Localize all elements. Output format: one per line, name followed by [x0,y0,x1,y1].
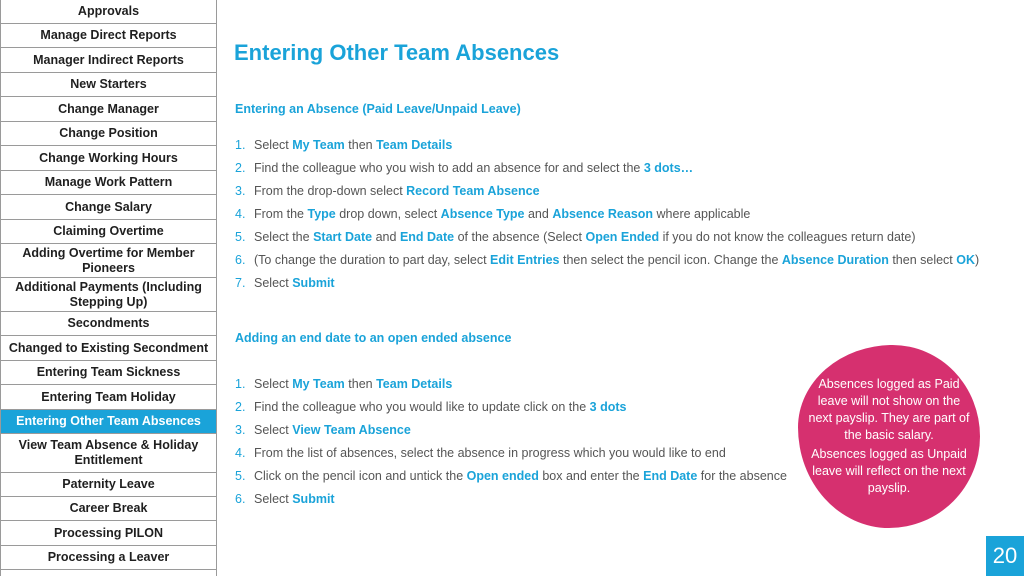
sidebar-nav [0,0,217,576]
section-heading-entering-absence: Entering an Absence (Paid Leave/Unpaid Leave) [235,102,521,116]
sidebar-item[interactable]: Adding Overtime for Member Pioneers [1,244,216,278]
sidebar-item[interactable]: Manager Indirect Reports [1,48,216,73]
page-number: 20 [986,536,1024,576]
step-text: Select [254,276,293,290]
sidebar-item[interactable]: New Starters [1,73,216,97]
step-text: Select [254,377,293,391]
step-number: 4. [235,207,246,221]
step-item [235,419,787,442]
sidebar-item[interactable]: Processing PILON [1,521,216,546]
step-text: Find the colleague who you wish to add an absence for and select the [254,161,644,175]
step-text: of the absence (Select [454,230,586,244]
step-item [235,442,787,465]
sidebar-item[interactable]: Career Break [1,497,216,521]
sidebar-item[interactable]: Paternity Leave [1,473,216,497]
step-number: 1. [235,377,246,391]
step-item [235,134,979,157]
step-highlight: Submit [292,276,335,290]
step-highlight: My Team [292,377,345,391]
step-item [235,157,979,180]
step-item [235,272,979,295]
sidebar-item[interactable]: Manage Work Pattern [1,171,216,195]
step-text: if you do not know the colleagues return date) [659,230,916,244]
step-highlight: Team Details [376,377,453,391]
step-highlight: 3 dots… [643,161,694,175]
step-item [235,203,979,226]
step-item [235,180,979,203]
step-number: 6. [235,492,246,506]
steps-list-end-date [235,373,787,511]
step-text: Find the colleague who you would like to update click on the [254,400,590,414]
step-text: and [524,207,553,221]
step-item [235,465,787,488]
sidebar-item[interactable]: Secondments [1,312,216,336]
sidebar-item[interactable]: Change Working Hours [1,146,216,171]
step-text: Select [254,423,293,437]
step-text: Select [254,492,293,506]
sidebar-item[interactable]: Change Position [1,122,216,146]
step-highlight: Type [307,207,336,221]
step-item [235,396,787,419]
step-highlight: My Team [292,138,345,152]
step-text: for the absence [697,469,787,483]
callout-bubble [798,345,980,528]
step-number: 1. [235,138,246,152]
section-heading-end-date: Adding an end date to an open ended absence [235,331,512,345]
step-text: where applicable [653,207,751,221]
step-text: then [344,138,377,152]
step-number: 4. [235,446,246,460]
step-item [235,249,979,272]
sidebar-item[interactable]: View Team Absence & Holiday Entitlement [1,434,216,473]
step-number: 3. [235,423,246,437]
sidebar-item[interactable]: Claiming Overtime [1,220,216,244]
step-highlight: End Date [643,469,698,483]
step-number: 7. [235,276,246,290]
step-text: ) [975,253,980,267]
step-highlight: OK [956,253,975,267]
sidebar-item[interactable]: Processing a Leaver [1,546,216,570]
step-text: drop down, select [335,207,441,221]
step-highlight: Submit [292,492,335,506]
step-highlight: Open Ended [585,230,660,244]
sidebar-item[interactable]: Changed to Existing Secondment [1,336,216,361]
step-text: and [372,230,400,244]
step-text: Click on the pencil icon and untick the [254,469,467,483]
step-highlight: 3 dots [589,400,627,414]
step-highlight: Record Team Absence [406,184,540,198]
step-number: 5. [235,469,246,483]
sidebar-item[interactable]: Manage Direct Reports [1,24,216,48]
callout-text: Absences logged as Unpaid leave will reflect on the next payslip. [811,447,967,495]
sidebar-item[interactable]: Change Manager [1,97,216,122]
sidebar-item[interactable]: Additional Payments (Including Stepping Up) [1,278,216,312]
step-text: box and enter the [538,469,644,483]
step-number: 6. [235,253,246,267]
step-highlight: Open ended [466,469,539,483]
step-text: From the list of absences, select the absence in progress which you would like to end [254,446,726,460]
step-number: 2. [235,161,246,175]
step-number: 2. [235,400,246,414]
sidebar-item[interactable]: Entering Other Team Absences [1,410,216,434]
step-highlight: Start Date [313,230,373,244]
sidebar-item[interactable]: Approvals [1,0,216,24]
step-highlight: Absence Reason [552,207,654,221]
step-text: then [344,377,377,391]
sidebar-item[interactable]: Entering Team Sickness [1,361,216,385]
step-number: 5. [235,230,246,244]
step-text: From the [254,207,308,221]
step-item [235,226,979,249]
step-text: (To change the duration to part day, select [254,253,491,267]
steps-list-entering-absence [235,134,979,295]
step-highlight: View Team Absence [292,423,411,437]
step-number: 3. [235,184,246,198]
step-text: Select [254,138,293,152]
step-highlight: Absence Duration [781,253,889,267]
sidebar-item[interactable]: Entering Team Holiday [1,385,216,410]
step-item [235,488,787,511]
step-text: Select the [254,230,314,244]
callout-text: Absences logged as Paid leave will not show on the next payslip. They are part of the basic salary. [808,377,970,442]
step-text: From the drop-down select [254,184,407,198]
step-text: then select [888,253,957,267]
step-highlight: End Date [399,230,455,244]
page-title: Entering Other Team Absences [234,40,560,65]
step-highlight: Absence Type [440,207,525,221]
sidebar-item[interactable]: Change Salary [1,195,216,220]
step-highlight: Edit Entries [490,253,560,267]
step-item [235,373,787,396]
step-highlight: Team Details [376,138,453,152]
step-text: then select the pencil icon. Change the [559,253,782,267]
